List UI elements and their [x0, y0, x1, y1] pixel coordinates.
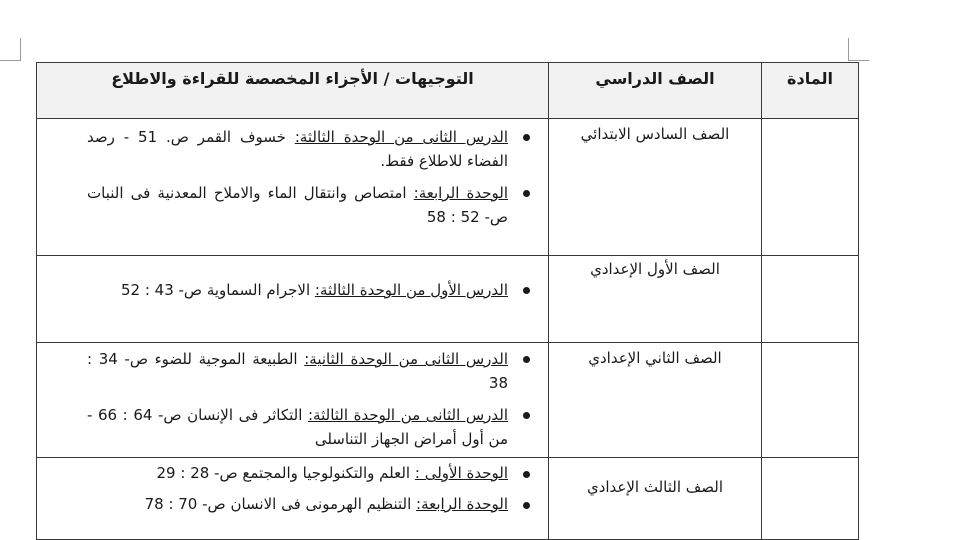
- list-item: [87, 181, 536, 229]
- item-lead: الدرس الثانى من الوحدة الثانية:: [304, 350, 509, 368]
- item-lead: الدرس الثانى من الوحدة الثالثة:: [294, 128, 508, 146]
- table-row: [37, 458, 859, 540]
- item-lead: الوحدة الرابعة:: [413, 184, 508, 202]
- grade-cell: الصف الثاني الإعدادي: [549, 343, 762, 458]
- item-text: العلم والتكنولوجيا والمجتمع ص- 28 : 29: [156, 464, 415, 482]
- item-lead: الدرس الأول من الوحدة الثالثة:: [314, 281, 508, 299]
- list-item: [87, 403, 536, 451]
- item-text: الاجرام السماوية ص- 43 : 52: [120, 281, 315, 299]
- item-text: التنظيم الهرمونى فى الانسان ص- 70 : 78: [144, 495, 417, 513]
- list-item: [87, 493, 536, 516]
- item-lead: الدرس الثانى من الوحدة الثالثة:: [308, 406, 508, 424]
- list-item: [87, 462, 536, 485]
- notes-cell: [37, 119, 549, 256]
- page-margin-mark-left: [0, 38, 21, 61]
- notes-cell: [37, 458, 549, 540]
- item-text: التكاثر فى الإنسان ص- 64 : 66 - من أول أمراض الجهاز التناسلى: [87, 406, 508, 448]
- table-row: [37, 119, 859, 256]
- table-row: [37, 256, 859, 343]
- notes-cell: [37, 256, 549, 343]
- item-text: خسوف القمر ص. 51 - رصد الفضاء للاطلاع فقط.: [87, 128, 508, 170]
- grade-cell: الصف الأول الإعدادي: [549, 256, 762, 343]
- page-margin-mark-right: [848, 38, 869, 61]
- item-lead: الوحدة الرابعة:: [416, 495, 508, 513]
- subject-cell: [762, 119, 859, 256]
- subject-cell: [762, 458, 859, 540]
- grade-cell: الصف السادس الابتدائي: [549, 119, 762, 256]
- notes-cell: [37, 343, 549, 458]
- curriculum-table: [36, 62, 859, 540]
- list-item: [87, 278, 536, 302]
- header-subject: المادة: [762, 63, 859, 119]
- header-grade: الصف الدراسي: [549, 63, 762, 119]
- header-notes: التوجيهات / الأجزاء المخصصة للقراءة والاطلاع: [37, 63, 549, 119]
- item-text: الطبيعة الموجية للضوء ص- 34 : 38: [87, 350, 508, 392]
- list-item: [87, 125, 536, 173]
- table-row: [37, 343, 859, 458]
- table-header-row: [37, 63, 859, 119]
- list-item: [87, 347, 536, 395]
- subject-cell: [762, 343, 859, 458]
- item-text: امتصاص وانتقال الماء والاملاح المعدنية فى النبات ص- 52 : 58: [87, 184, 508, 226]
- grade-cell: الصف الثالث الإعدادي: [549, 458, 762, 540]
- subject-cell: [762, 256, 859, 343]
- item-lead: الوحدة الأولى :: [414, 464, 508, 482]
